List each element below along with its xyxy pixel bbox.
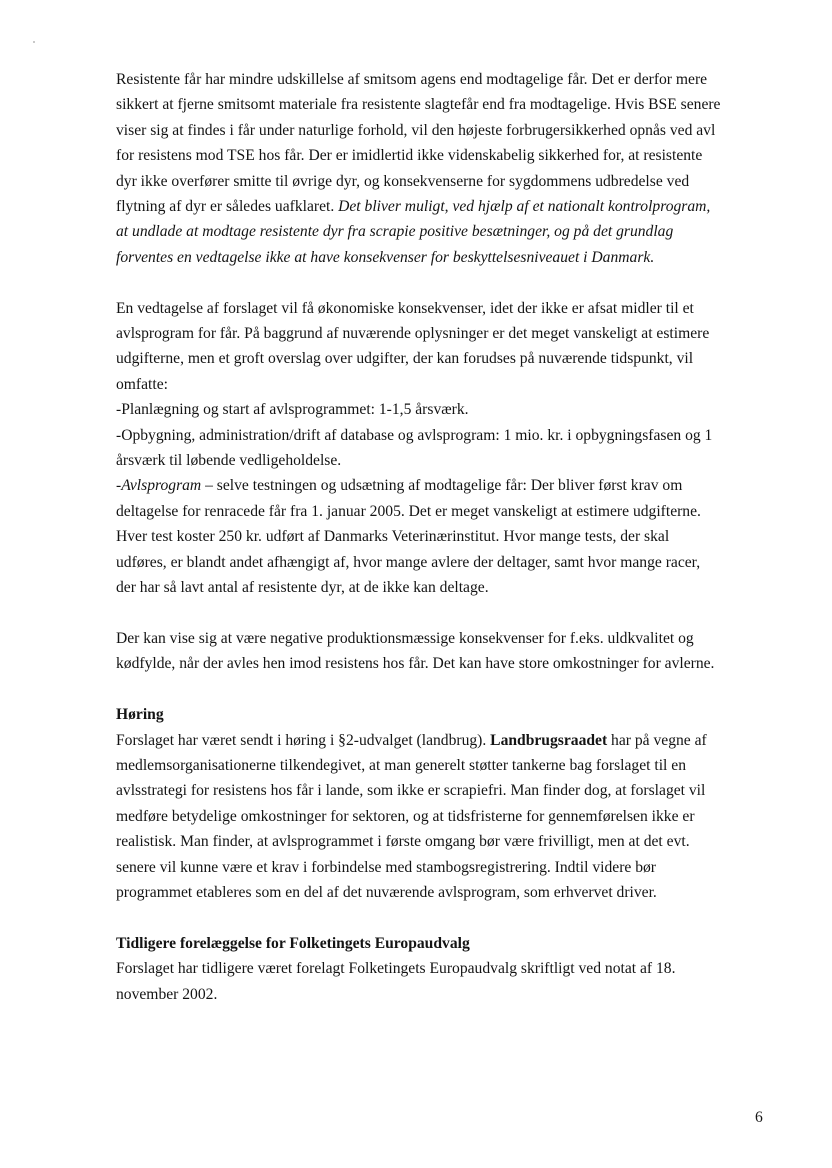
- list-item-database: -Opbygning, administration/drift af database og avlsprogram: 1 mio. kr. i opbygningsfasen og 1: [116, 426, 713, 444]
- paragraph-resistance: [116, 67, 776, 270]
- text-line: medføre betydelige omkostninger for sektoren, og at tidsfristerne for gennemførelsen ikke er: [116, 807, 695, 825]
- text-line: realistisk. Man finder, at avlsprogrammet i første omgang bør være frivilligt, men at det evt.: [116, 833, 690, 851]
- text-line: kødfylde, når der avles hen imod resistens hos får. Det kan have store omkostninger for avlerne.: [116, 655, 715, 673]
- text-line: årsværk til løbende vedligeholdelse.: [116, 452, 342, 470]
- paragraph-production-consequences: [116, 626, 776, 677]
- text-line: udgifterne, men et groft overslag over udgifter, der kan forudses på nuværende tidspunkt, vil: [116, 350, 694, 368]
- scan-speck: [33, 41, 35, 43]
- text-run: har på vegne af: [607, 731, 707, 749]
- text-line: sikkert at fjerne smitsomt materiale fra resistente slagtefår end fra modtagelige. Hvis BSE senere: [116, 96, 721, 114]
- text-line: Resistente får har mindre udskillelse af smitsom agens end modtagelige får. Det er derfor mere: [116, 71, 708, 88]
- text-line: [116, 728, 776, 753]
- document-body: [116, 67, 776, 1007]
- italic-text-line: at undlade at modtage resistente dyr fra scrapie positive besætninger, og på det grundlag: [116, 223, 674, 241]
- text-line: dyr ikke overfører smitte til øvrige dyr, og konsekvenserne for sygdommens udbredelse ved: [116, 172, 690, 190]
- text-line: programmet etableres som en del af det nuværende avlsprogram, som erhvervet driver.: [116, 883, 657, 901]
- text-line: deltagelse for renracede får fra 1. januar 2005. Det er meget vanskeligt at estimere udgifterne.: [116, 502, 701, 520]
- text-line: avlsstrategi for resistens hos får i lande, som ikke er scrapiefri. Man finder dog, at forslaget vil: [116, 782, 706, 800]
- text-line: Hver test koster 250 kr. udført af Danmarks Veterinærinstitut. Hvor mange tests, der skal: [116, 528, 670, 546]
- text-run: – selve testningen og udsætning af modtagelige får: Der bliver først krav om: [201, 477, 683, 495]
- text-line: avlsprogram for får. På baggrund af nuværende oplysninger er det meget vanskeligt at estimere: [116, 325, 710, 343]
- text-line: Forslaget har tidligere været forelagt Folketingets Europaudvalg skriftligt ved notat af 18.: [116, 960, 676, 978]
- text-run: Forslaget har været sendt i høring i §2-udvalget (landbrug).: [116, 731, 491, 749]
- bold-text-run: Landbrugsraadet: [490, 731, 608, 749]
- section-heading: Høring: [116, 706, 164, 724]
- text-run: flytning af dyr er således uafklaret.: [116, 198, 339, 216]
- text-line: senere vil kunne være et krav i forbindelse med stambogsregistrering. Indtil videre bør: [116, 858, 656, 876]
- list-item-breeding-program: [116, 473, 776, 498]
- page-number: 6: [755, 1109, 763, 1126]
- text-line: udføres, er blandt andet afhængigt af, hvor mange avlere der deltager, samt hvor mange racer,: [116, 553, 701, 571]
- text-line: for resistens mod TSE hos får. Der er imidlertid ikke videnskabelig sikkerhed for, at resistente: [116, 147, 703, 165]
- text-run: -: [116, 477, 122, 495]
- text-line: Der kan vise sig at være negative produktionsmæssige konsekvenser for f.eks. uldkvalitet og: [116, 629, 694, 647]
- italic-text-run: Avlsprogram: [121, 477, 202, 495]
- italic-text-line: forventes en vedtagelse ikke at have konsekvenser for beskyttelsesniveauet i Danmark.: [116, 248, 655, 266]
- text-line: En vedtagelse af forslaget vil få økonomiske konsekvenser, idet der ikke er afsat midler til et: [116, 299, 694, 317]
- section-heading: Tidligere forelæggelse for Folketingets Europaudvalg: [116, 934, 470, 952]
- text-line: viser sig at findes i får under naturlige forhold, vil den højeste forbrugersikkerhed opnås ved avl: [116, 121, 716, 139]
- text-line: der har så lavt antal af resistente dyr, at de ikke kan deltage.: [116, 579, 489, 597]
- text-line: [116, 194, 776, 219]
- italic-text-run: Det bliver muligt, ved hjælp af et nationalt kontrolprogram,: [338, 198, 711, 216]
- section-previous-presentation: [116, 931, 776, 1007]
- text-line: omfatte:: [116, 375, 168, 393]
- list-item-planning: -Planlægning og start af avlsprogrammet: 1-1,5 årsværk.: [116, 401, 469, 419]
- text-line: medlemsorganisationerne tilkendegivet, at man generelt støtter tankerne bag forslaget til en: [116, 756, 686, 774]
- text-line: november 2002.: [116, 985, 218, 1003]
- section-hearing: [116, 702, 776, 905]
- paragraph-economic-consequences: [116, 296, 776, 601]
